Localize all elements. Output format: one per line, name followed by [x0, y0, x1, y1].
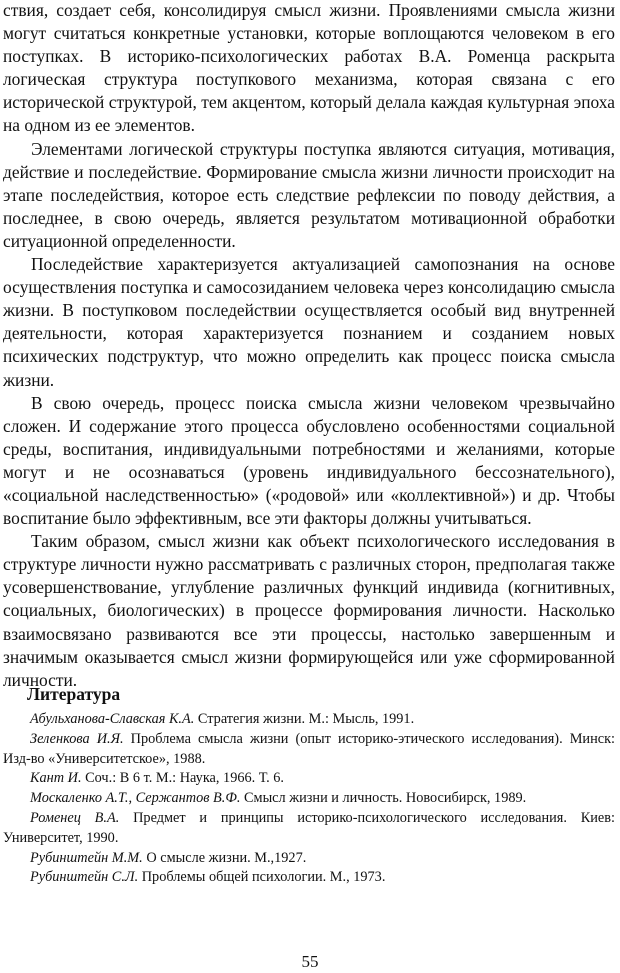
reference-item: [3, 809, 615, 849]
paragraph: Таким образом, смысл жизни как объект психологического исследования в структуре личности нужно рассматривать с различных сторон, предполагая также усовершенствование, углубление различных функций индивида (когнитивных, социальных, биологических) в процессе формирования личности. Насколько взаимосвязано развиваются все эти процессы, настолько завершенным и значимым оказывается смысл жизни формирующейся или уже сформированной личности.: [3, 531, 615, 690]
page-number: 55: [301, 952, 319, 971]
reference-text: Стратегия жизни. М.: Мысль, 1991.: [194, 711, 415, 727]
reference-text: Проблемы общей психологии. М., 1973.: [138, 869, 386, 886]
reference-item: [3, 868, 615, 888]
reference-author: Зеленкова И.Я.: [30, 730, 124, 747]
reference-text: Смысл жизни и личность. Новосибирск, 1989.: [240, 790, 527, 807]
paragraph: Последействие характеризуется актуализацией самопознания на основе осуществления поступка и самосозиданием человека через консолидацию смысла жизни. В поступковом последействии осуществляется особый вид внутренней деятельности, которая характеризуется познанием и созданием новых психических подструктур, что можно определить как процесс поиска смысла жизни.: [3, 254, 615, 390]
reference-text: О смысле жизни. М.,1927.: [142, 849, 307, 866]
reference-author: Рубинштейн М.М.: [30, 849, 143, 866]
literature-heading: Литература: [27, 684, 121, 704]
reference-author: Роменец В.А.: [30, 809, 120, 826]
paragraph: В свою очередь, процесс поиска смысла жизни человеком чрезвычайно сложен. И содержание этого процесса обусловлено особенностями социальной среды, воспитания, индивидуальными потребностями и желаниями, которые могут и не осознаваться (уровень индивидуального бессознательного), «социальной наследственностью» («родовой» или «коллективной») и др. Чтобы воспитание было эффективным, все эти факторы должны учитываться.: [3, 392, 615, 529]
reference-list: [3, 710, 615, 888]
paragraph: Элементами логической структуры поступка являются ситуация, мотивация, действие и последействие. Формирование смысла жизни личности происходит на этапе последействия, которое есть следствие рефлексии по поводу действия, а последнее, в свою очередь, является результатом мотивационной обработки ситуационной определенности.: [3, 138, 615, 251]
main-text: [3, 0, 615, 692]
reference-text: Предмет и принципы историко-психологического исследования. Киев: Университет, 1990.: [3, 809, 615, 846]
reference-text: Соч.: В 6 т. М.: Наука, 1966. Т. 6.: [81, 770, 284, 787]
reference-text: Проблема смысла жизни (опыт историко-этического исследования). Минск: Изд-во «Университетское», 1988.: [3, 730, 615, 767]
reference-item: [3, 789, 615, 809]
reference-item: [3, 849, 615, 869]
reference-author: Рубинштейн С.Л.: [30, 869, 139, 886]
reference-author: Абульханова-Славская К.А.: [30, 711, 195, 727]
reference-item: [3, 769, 615, 789]
reference-item: [3, 730, 615, 770]
reference-author: Москаленко А.Т., Сержантов В.Ф.: [30, 790, 241, 807]
reference-author: Кант И.: [30, 770, 82, 787]
reference-item: [3, 710, 615, 730]
paragraph: ствия, создает себя, консолидируя смысл жизни. Проявлениями смысла жизни могут считаться конкретные установки, которые воплощаются человеком в его поступках. В историко-психологических работах В.А. Роменца раскрыта логическая структура поступкового механизма, которая связана с его исторической структурой, тем акцентом, который делала каждая культурная эпоха на одном из ее элементов.: [3, 0, 615, 136]
